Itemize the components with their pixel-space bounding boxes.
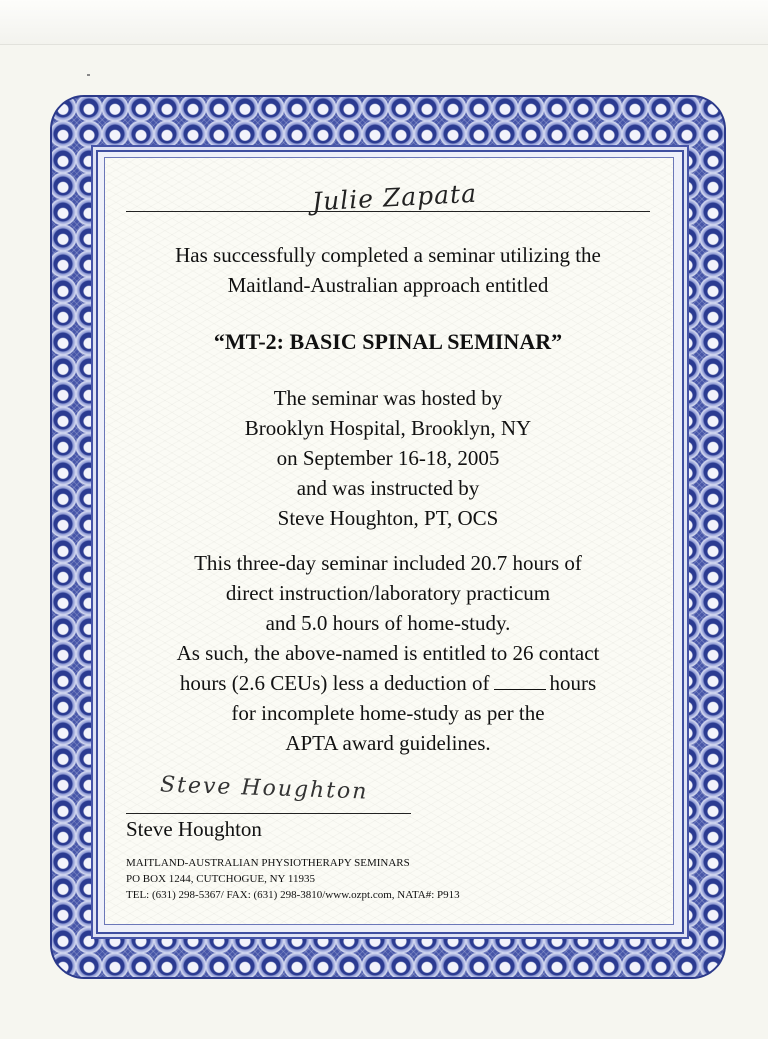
instructor-line bbox=[126, 813, 411, 814]
org-line: TEL: (631) 298-5367/ FAX: (631) 298-3810/www.ozpt.com, NATA#: P913 bbox=[126, 889, 460, 901]
instructor-name: Steve Houghton bbox=[126, 817, 262, 841]
org-line: PO BOX 1244, CUTCHOGUE, NY 11935 bbox=[126, 873, 315, 885]
hours-line: This three-day seminar included 20.7 hours of bbox=[194, 551, 582, 575]
hours-statement bbox=[104, 548, 672, 758]
hours-line: direct instruction/laboratory practicum bbox=[225, 581, 551, 605]
hours-line: As such, the above-named is entitled to 26 contact bbox=[176, 641, 600, 665]
instructor-signature: Steve Houghton bbox=[159, 772, 369, 805]
deduction-text-after: hours bbox=[549, 671, 597, 695]
recipient-signature: Julie Zapata bbox=[311, 178, 478, 217]
deduction-blank bbox=[494, 671, 546, 690]
org-line: MAITLAND-AUSTRALIAN PHYSIOTHERAPY SEMINARS bbox=[126, 857, 410, 869]
deduction-line bbox=[104, 668, 672, 698]
completion-line: Maitland-Australian approach entitled bbox=[227, 273, 549, 297]
hours-line: and 5.0 hours of home-study. bbox=[265, 611, 511, 635]
hosting-line: on September 16-18, 2005 bbox=[276, 446, 500, 470]
hours-line: for incomplete home-study as per the bbox=[231, 701, 545, 725]
completion-statement bbox=[104, 240, 672, 300]
seminar-title: “MT-2: BASIC SPINAL SEMINAR” bbox=[213, 329, 563, 354]
hosting-line: Brooklyn Hospital, Brooklyn, NY bbox=[244, 416, 532, 440]
hours-line: APTA award guidelines. bbox=[285, 731, 491, 755]
hosting-line: The seminar was hosted by bbox=[273, 386, 503, 410]
hosting-statement bbox=[104, 383, 672, 533]
hosting-line: Steve Houghton, PT, OCS bbox=[277, 506, 499, 530]
hosting-line: and was instructed by bbox=[296, 476, 480, 500]
scan-top-edge bbox=[0, 0, 768, 45]
completion-line: Has successfully completed a seminar utilizing the bbox=[175, 243, 601, 267]
deduction-text-before: hours (2.6 CEUs) less a deduction of bbox=[179, 671, 490, 695]
organization-info bbox=[126, 855, 460, 903]
recipient-line bbox=[126, 211, 650, 212]
scan-speck bbox=[87, 74, 90, 76]
